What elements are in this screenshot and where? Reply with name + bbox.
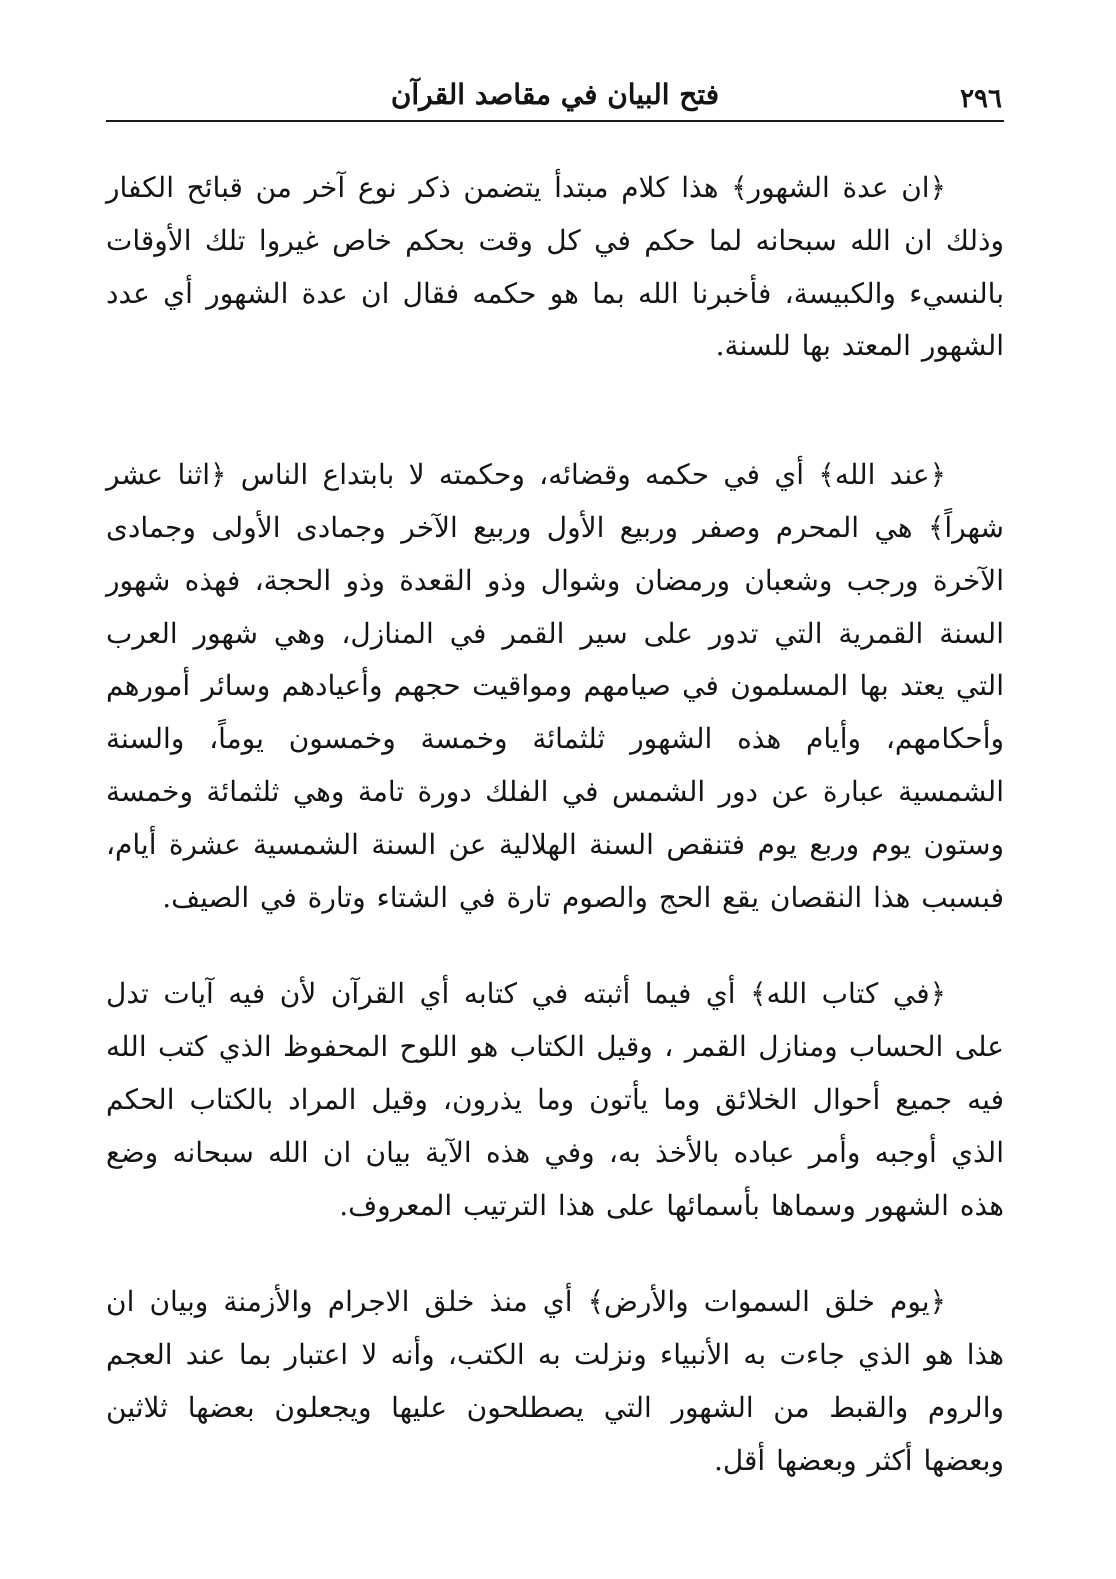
running-header bbox=[106, 66, 1004, 122]
page-number: ٢٩٦ bbox=[960, 84, 1002, 114]
paragraph-2: ﴿عند الله﴾ أي في حكمه وقضائه، وحكمته لا بابتداع الناس ﴿اثنا عشر شهراً﴾ هي المحرم وصفر وربيع الأول وربيع الآخر وجمادى الأولى وجمادى الآخرة ورجب وشعبان ورمضان وشوال وذو القعدة وذو الحجة، فهذه شهور السنة القمرية التي تدور على سير القمر في المنازل، وهي شهور العرب التي يعتد بها المسلمون في صيامهم ومواقيت حجهم وأعيادهم وسائر أمورهم وأحكامهم، وأيام هذه الشهور ثلثمائة وخمسة وخمسون يوماً، والسنة الشمسية عبارة عن دور الشمس في الفلك دورة تامة وهي ثلثمائة وخمسة وستون يوم وربع يوم فتنقص السنة الهلالية عن السنة الشمسية عشرة أيام، فبسبب هذا النقصان يقع الحج والصوم تارة في الشتاء وتارة في الصيف. bbox=[106, 458, 1004, 914]
body-text bbox=[106, 162, 1004, 1488]
paragraph-3: ﴿في كتاب الله﴾ أي فيما أثبته في كتابه أي القرآن لأن فيه آيات تدل على الحساب ومنازل القمر ، وقيل الكتاب هو اللوح المحفوظ الذي كتب الله فيه جميع أحوال الخلائق وما يأتون وما يذرون، وقيل المراد بالكتاب الحكم الذي أوجبه وأمر عباده بالأخذ به، وفي هذه الآية بيان ان الله سبحانه وضع هذه الشهور وسماها بأسمائها على هذا الترتيب المعروف. bbox=[106, 977, 1004, 1222]
paragraph-1: ﴿ان عدة الشهور﴾ هذا كلام مبتدأ يتضمن ذكر نوع آخر من قبائح الكفار وذلك ان الله سبحانه لما حكم في كل وقت بحكم خاص غيروا تلك الأوقات بالنسيء والكبيسة، فأخبرنا الله بما هو حكمه فقال ان عدة الشهور أي عدد الشهور المعتد بها للسنة. bbox=[106, 171, 1004, 363]
book-title: فتح البيان في مقاصد القرآن bbox=[390, 78, 720, 111]
paragraph-4: ﴿يوم خلق السموات والأرض﴾ أي منذ خلق الاجرام والأزمنة وبيان ان هذا هو الذي جاءت به الأنبياء ونزلت به الكتب، وأنه لا اعتبار بما عند العجم والروم والقبط من الشهور التي يصطلحون عليها ويجعلون بعضها ثلاثين وبعضها أكثر وبعضها أقل. bbox=[106, 1285, 1004, 1477]
